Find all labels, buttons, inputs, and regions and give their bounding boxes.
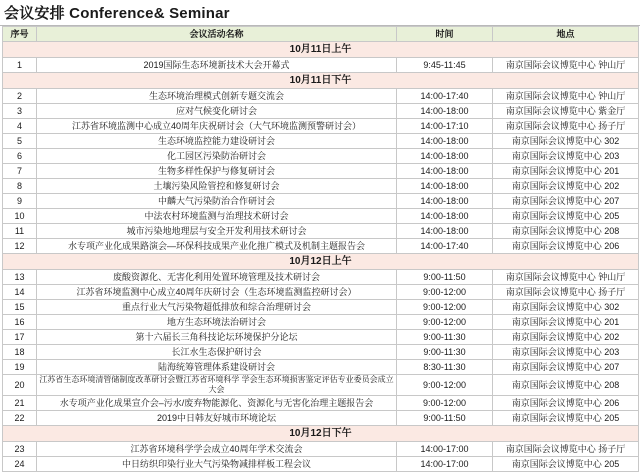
cell-place: 南京国际会议博览中心 208 xyxy=(493,224,639,239)
cell-place: 南京国际会议博览中心 扬子厅 xyxy=(493,442,639,457)
section-label: 10月11日上午 xyxy=(3,42,639,58)
table-row xyxy=(3,396,639,411)
cell-time: 9:00-11:30 xyxy=(397,330,493,345)
cell-name: 重点行业大气污染物超低排放和综合治理研讨会 xyxy=(37,300,397,315)
cell-place: 南京国际会议博览中心 201 xyxy=(493,315,639,330)
table-row xyxy=(3,89,639,104)
cell-place: 南京国际会议博览中心 201 xyxy=(493,164,639,179)
table-row xyxy=(3,345,639,360)
cell-no: 22 xyxy=(3,411,37,426)
cell-name: 城市污染地地理层与安全开发利用技术研讨会 xyxy=(37,224,397,239)
cell-no: 5 xyxy=(3,134,37,149)
cell-name: 中麟大气污染防治合作研讨会 xyxy=(37,194,397,209)
table-row xyxy=(3,194,639,209)
cell-time: 14:00-18:00 xyxy=(397,194,493,209)
table-row xyxy=(3,442,639,457)
cell-place: 南京国际会议博览中心 205 xyxy=(493,457,639,472)
schedule-table xyxy=(2,26,639,472)
section-row xyxy=(3,426,639,442)
table-row xyxy=(3,457,639,472)
cell-place: 南京国际会议博览中心 208 xyxy=(493,375,639,396)
cell-time: 14:00-17:40 xyxy=(397,239,493,254)
cell-time: 14:00-17:10 xyxy=(397,119,493,134)
cell-name: 2019中日韩友好城市环境论坛 xyxy=(37,411,397,426)
cell-time: 9:00-11:30 xyxy=(397,345,493,360)
cell-place: 南京国际会议博览中心 302 xyxy=(493,300,639,315)
cell-no: 20 xyxy=(3,375,37,396)
page-title: 会议安排 Conference& Seminar xyxy=(4,5,230,22)
cell-name: 江苏省环境监测中心成立40周年庆研讨会（生态环境监测监控研讨会） xyxy=(37,285,397,300)
cell-time: 9:00-12:00 xyxy=(397,300,493,315)
cell-name: 长江水生态保护研讨会 xyxy=(37,345,397,360)
column-header-no: 序号 xyxy=(3,27,37,42)
cell-name: 江苏省生态环境清管储制度改革研讨会暨江苏省环境科学 学会生态环境损害鉴定评估专业委员会成立大会 xyxy=(37,375,397,396)
cell-time: 14:00-18:00 xyxy=(397,179,493,194)
cell-no: 16 xyxy=(3,315,37,330)
section-row xyxy=(3,254,639,270)
cell-place: 南京国际会议博览中心 钟山厅 xyxy=(493,270,639,285)
table-row xyxy=(3,285,639,300)
cell-time: 9:00-11:50 xyxy=(397,270,493,285)
cell-no: 23 xyxy=(3,442,37,457)
cell-time: 14:00-18:00 xyxy=(397,104,493,119)
cell-no: 18 xyxy=(3,345,37,360)
cell-name: 江苏省环境科学学会成立40周年学术交流会 xyxy=(37,442,397,457)
cell-name: 地方生态环境法治研讨会 xyxy=(37,315,397,330)
cell-no: 14 xyxy=(3,285,37,300)
column-header-name: 会议活动名称 xyxy=(37,27,397,42)
table-row xyxy=(3,239,639,254)
cell-name: 中法农村环境监测与治理技术研讨会 xyxy=(37,209,397,224)
cell-no: 12 xyxy=(3,239,37,254)
cell-place: 南京国际会议博览中心 扬子厅 xyxy=(493,119,639,134)
cell-no: 17 xyxy=(3,330,37,345)
section-row xyxy=(3,42,639,58)
table-row xyxy=(3,360,639,375)
cell-time: 14:00-18:00 xyxy=(397,164,493,179)
cell-place: 南京国际会议博览中心 扬子厅 xyxy=(493,285,639,300)
cell-name: 废酸资源化、无害化利用处置环境管理及技术研讨会 xyxy=(37,270,397,285)
cell-place: 南京国际会议博览中心 钟山厅 xyxy=(493,89,639,104)
cell-no: 19 xyxy=(3,360,37,375)
cell-place: 南京国际会议博览中心 205 xyxy=(493,411,639,426)
cell-name: 水专项产业化成果路演会—环保科技成果产业化推广模式及机制主题报告会 xyxy=(37,239,397,254)
cell-time: 14:00-17:00 xyxy=(397,457,493,472)
cell-time: 9:00-11:50 xyxy=(397,411,493,426)
section-label: 10月12日上午 xyxy=(3,254,639,270)
table-row xyxy=(3,58,639,73)
table-header-row xyxy=(3,27,639,42)
cell-no: 1 xyxy=(3,58,37,73)
cell-place: 南京国际会议博览中心 206 xyxy=(493,396,639,411)
table-body xyxy=(3,42,639,472)
table-row xyxy=(3,104,639,119)
cell-no: 7 xyxy=(3,164,37,179)
cell-time: 14:00-17:40 xyxy=(397,89,493,104)
cell-name: 生态环境监控能力建设研讨会 xyxy=(37,134,397,149)
section-label: 10月11日下午 xyxy=(3,73,639,89)
cell-name: 化工园区污染防治研讨会 xyxy=(37,149,397,164)
cell-name: 第十六届长三角科技论坛环境保护分论坛 xyxy=(37,330,397,345)
table-row xyxy=(3,149,639,164)
cell-name: 中日纺织印染行业大气污染物减排样板工程会议 xyxy=(37,457,397,472)
cell-place: 南京国际会议博览中心 207 xyxy=(493,360,639,375)
cell-name: 陆海统筹管理体系建设研讨会 xyxy=(37,360,397,375)
cell-time: 14:00-18:00 xyxy=(397,209,493,224)
cell-no: 13 xyxy=(3,270,37,285)
cell-place: 南京国际会议博览中心 205 xyxy=(493,209,639,224)
table-row xyxy=(3,330,639,345)
table-row xyxy=(3,209,639,224)
cell-time: 14:00-17:00 xyxy=(397,442,493,457)
cell-name: 水专项产业化成果宣介会–污水/废弃物能源化、资源化与无害化治理主题报告会 xyxy=(37,396,397,411)
cell-no: 4 xyxy=(3,119,37,134)
cell-name: 2019国际生态环境新技术大会开幕式 xyxy=(37,58,397,73)
cell-time: 8:30-11:30 xyxy=(397,360,493,375)
section-row xyxy=(3,73,639,89)
table-row xyxy=(3,300,639,315)
cell-name: 土壤污染风险管控和修复研讨会 xyxy=(37,179,397,194)
table-row xyxy=(3,411,639,426)
cell-no: 9 xyxy=(3,194,37,209)
cell-place: 南京国际会议博览中心 紫金厅 xyxy=(493,104,639,119)
cell-no: 3 xyxy=(3,104,37,119)
cell-no: 24 xyxy=(3,457,37,472)
cell-place: 南京国际会议博览中心 203 xyxy=(493,149,639,164)
cell-place: 南京国际会议博览中心 202 xyxy=(493,330,639,345)
cell-time: 14:00-18:00 xyxy=(397,134,493,149)
cell-name: 生物多样性保护与修复研讨会 xyxy=(37,164,397,179)
table-row xyxy=(3,119,639,134)
cell-name: 生态环境治理模式创新专题交流会 xyxy=(37,89,397,104)
page-title-bar xyxy=(0,0,640,26)
cell-place: 南京国际会议博览中心 203 xyxy=(493,345,639,360)
cell-time: 9:00-12:00 xyxy=(397,315,493,330)
column-header-time: 时间 xyxy=(397,27,493,42)
cell-time: 9:45-11:45 xyxy=(397,58,493,73)
cell-place: 南京国际会议博览中心 钟山厅 xyxy=(493,58,639,73)
cell-time: 9:00-12:00 xyxy=(397,285,493,300)
cell-no: 21 xyxy=(3,396,37,411)
cell-name: 应对气候变化研讨会 xyxy=(37,104,397,119)
cell-no: 15 xyxy=(3,300,37,315)
cell-no: 10 xyxy=(3,209,37,224)
cell-time: 9:00-12:00 xyxy=(397,396,493,411)
table-row xyxy=(3,164,639,179)
table-row xyxy=(3,134,639,149)
column-header-place: 地点 xyxy=(493,27,639,42)
cell-name: 江苏省环境监测中心成立40周年庆祝研讨会（大气环境监测预警研讨会） xyxy=(37,119,397,134)
cell-place: 南京国际会议博览中心 207 xyxy=(493,194,639,209)
cell-time: 14:00-18:00 xyxy=(397,149,493,164)
cell-place: 南京国际会议博览中心 206 xyxy=(493,239,639,254)
table-row xyxy=(3,270,639,285)
cell-place: 南京国际会议博览中心 302 xyxy=(493,134,639,149)
cell-no: 2 xyxy=(3,89,37,104)
section-label: 10月12日下午 xyxy=(3,426,639,442)
cell-no: 11 xyxy=(3,224,37,239)
table-row xyxy=(3,179,639,194)
cell-place: 南京国际会议博览中心 202 xyxy=(493,179,639,194)
table-row xyxy=(3,315,639,330)
table-row xyxy=(3,375,639,396)
cell-no: 6 xyxy=(3,149,37,164)
cell-time: 14:00-18:00 xyxy=(397,224,493,239)
table-row xyxy=(3,224,639,239)
cell-time: 9:00-12:00 xyxy=(397,375,493,396)
cell-no: 8 xyxy=(3,179,37,194)
table-header xyxy=(3,27,639,42)
